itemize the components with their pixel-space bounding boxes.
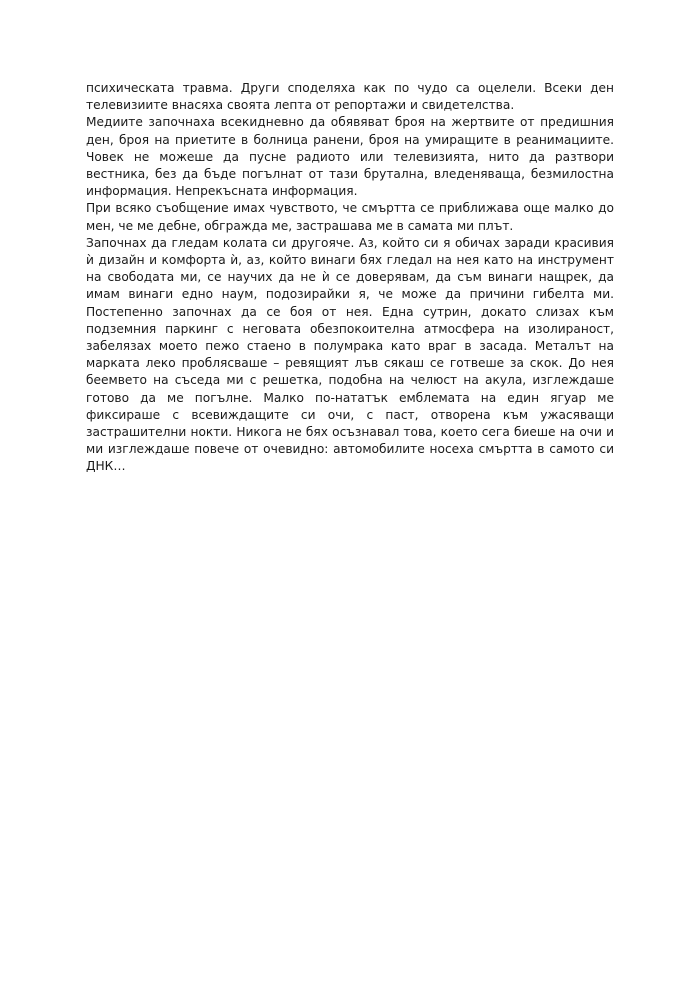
paragraph: Започнах да гледам колата си другояче. Аз, който си я обичах заради красивия ѝ дизайн и комфорта ѝ, аз, който винаги бях гледал на нея като на инструмент на свободата ми, се научих да не ѝ се доверявам, да съм винаги нащрек, да имам винаги едно наум, подозирайки я, че може да причини гибелта ми. Постепенно започнах да се боя от нея. Една сутрин, докато слизах към подземния паркинг с неговата обезпокоителна атмосфера на изолираност, забелязах моето пежо стаено в полумрака като враг в засада. Металът на марката леко проблясваше – ревящият лъв сякаш се готвеше за скок. До нея беемвето на съседа ми с решетка, подобна на челюст на акула, изглеждаше готово да ме погълне. Малко по-нататък емблемата на един ягуар ме фиксираше с всевиждащите си очи, с паст, отворена към ужасяващи застрашителни нокти. Никога не бях осъзнавал това, което сега биеше на очи и ми изглеждаше повече от очевидно: автомобилите носеха смъртта в самото си ДНК… (86, 235, 614, 474)
paragraph: Медиите започнаха всекидневно да обявяват броя на жертвите от предишния ден, броя на приетите в болница ранени, броя на умиращите в реанимациите. Човек не можеше да пусне радиото или телевизията, нито да разтвори вестника, без да бъде погълнат от тази брутална, вледеняваща, безмилостна информация. Непрекъсната информация. (86, 115, 614, 199)
body-text (86, 80, 614, 476)
paragraph: При всяко съобщение имах чувството, че смъртта се приближава още малко до мен, че ме дебне, обгражда ме, застрашава ме в самата ми плът. (86, 201, 614, 233)
paragraph: психическата травма. Други споделяха как по чудо са оцелели. Всеки ден телевизиите внасяха своята лепта от репортажи и свидетелства. (86, 81, 614, 113)
